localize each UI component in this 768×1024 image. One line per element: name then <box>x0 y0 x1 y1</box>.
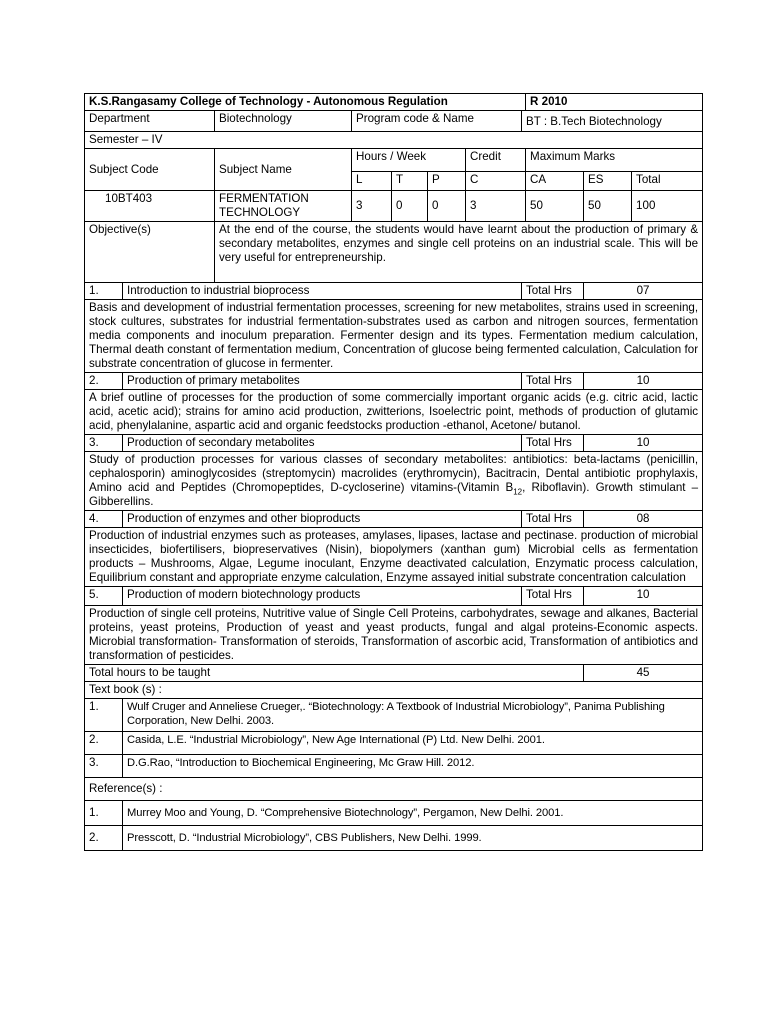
ca-label: CA <box>526 172 584 191</box>
textbook-number: 2. <box>85 732 123 755</box>
objective-text: At the end of the course, the students would have learnt about the production of primary & secondary metabolites, enzymes and single cell proteins on an industrial scale. This will be very useful for entrepreneurship. <box>215 222 703 283</box>
subject-code-label: Subject Code <box>85 149 215 191</box>
unit-number: 5. <box>85 587 123 606</box>
unit-content: A brief outline of processes for the production of some commercially important organic acids (e.g. citric acid, lactic acid, acetic acid); strains for amino acid production, zwitterions, Isoelectric point, methods of production of glutamic acid, phenylalanine, aspartic acid and organic feedstocks production -ethanol, Acetone/ butanol. <box>85 390 703 435</box>
textbook-row <box>85 699 703 732</box>
reference-header-row <box>85 778 703 801</box>
reference-label: Reference(s) : <box>85 778 703 801</box>
unit-content-row <box>85 390 703 435</box>
unit-content: Production of industrial enzymes such as proteases, amylases, lipases, lactase and pectinase. production of microbial insecticides, biofertilisers, biopreservatives (Nisin), biopolymers (xanthan gum) Microbial cells as fermentation products – Mushrooms, Algae, Legume inoculant, Enzyme deactivated calculation, Enzymatic process calculation, Equilibrium constant and appropriate enzyme calculation, Enzyme assayed initial substrate concentration calculation <box>85 528 703 587</box>
unit-title: Production of primary metabolites <box>123 373 522 390</box>
unit-title: Introduction to industrial bioprocess <box>123 283 522 300</box>
total-hours-row <box>85 665 703 682</box>
semester: Semester – IV <box>85 132 703 149</box>
semester-row <box>85 132 703 149</box>
es-value: 50 <box>584 191 632 222</box>
unit-content <box>85 452 703 511</box>
reference-number: 1. <box>85 801 123 826</box>
unit-title: Production of secondary metabolites <box>123 435 522 452</box>
textbook-number: 1. <box>85 699 123 732</box>
es-label: ES <box>584 172 632 191</box>
hours-week-label: Hours / Week <box>352 149 466 172</box>
unit-content-row <box>85 528 703 587</box>
unit-hours: 10 <box>584 373 703 390</box>
unit-hours: 07 <box>584 283 703 300</box>
textbook-number: 3. <box>85 755 123 778</box>
syllabus-table <box>84 93 703 851</box>
subject-code: 10BT403 <box>85 191 215 222</box>
total-hours-label: Total hours to be taught <box>85 665 584 682</box>
unit-content-text: Study of production processes for various classes of secondary metabolites: antibiotics: beta-lactams (penicillin, cephalosporin) aminoglycosides (streptomycin) macrolides (erythromycin), Bacitracin, Dental antibiotic prophylaxis, Amino acid and Peptides (Chromopeptides, D-cycloserine) vitamins-(Vitamin B <box>89 453 699 494</box>
subject-name: FERMENTATION TECHNOLOGY <box>215 191 352 222</box>
textbook-label: Text book (s) : <box>85 682 703 699</box>
c-value: 3 <box>466 191 526 222</box>
program-label: Program code & Name <box>352 111 522 132</box>
textbook-row <box>85 755 703 778</box>
textbook-entry: Casida, L.E. “Industrial Microbiology”, New Age International (P) Ltd. New Delhi. 2001. <box>123 732 703 755</box>
syllabus-page <box>84 93 702 851</box>
subject-name-label: Subject Name <box>215 149 352 191</box>
reference-number: 2. <box>85 826 123 851</box>
objective-label: Objective(s) <box>85 222 215 283</box>
max-marks-label: Maximum Marks <box>526 149 703 172</box>
total-value: 100 <box>632 191 703 222</box>
subject-header-row <box>85 149 703 172</box>
unit-title: Production of enzymes and other bioproducts <box>123 511 522 528</box>
reference-entry: Presscott, D. “Industrial Microbiology”, CBS Publishers, New Delhi. 1999. <box>123 826 703 851</box>
unit-title-row <box>85 511 703 528</box>
total-hrs-label: Total Hrs <box>522 283 584 300</box>
total-hrs-label: Total Hrs <box>522 587 584 606</box>
l-value: 3 <box>352 191 392 222</box>
credit-label: Credit <box>466 149 526 172</box>
reference-row <box>85 826 703 851</box>
unit-hours: 10 <box>584 587 703 606</box>
textbook-entry: D.G.Rao, “Introduction to Biochemical Engineering, Mc Graw Hill. 2012. <box>123 755 703 778</box>
unit-number: 4. <box>85 511 123 528</box>
unit-content-row <box>85 300 703 373</box>
unit-title-row <box>85 283 703 300</box>
subject-values-row <box>85 191 703 222</box>
objective-row <box>85 222 703 283</box>
unit-title-row <box>85 373 703 390</box>
program-value: BT : B.Tech Biotechnology <box>522 111 703 132</box>
t-label: T <box>392 172 428 191</box>
reference-entry: Murrey Moo and Young, D. “Comprehensive Biotechnology”, Pergamon, New Delhi. 2001. <box>123 801 703 826</box>
department-row <box>85 111 703 132</box>
total-hours-value: 45 <box>584 665 703 682</box>
c-label: C <box>466 172 526 191</box>
unit-title-row <box>85 435 703 452</box>
unit-number: 1. <box>85 283 123 300</box>
total-hrs-label: Total Hrs <box>522 435 584 452</box>
unit-title-row <box>85 587 703 606</box>
unit-number: 3. <box>85 435 123 452</box>
unit-content-row <box>85 606 703 665</box>
vitamin-subscript: 12 <box>513 487 523 497</box>
department-value: Biotechnology <box>215 111 352 132</box>
p-label: P <box>428 172 466 191</box>
p-value: 0 <box>428 191 466 222</box>
total-hrs-label: Total Hrs <box>522 373 584 390</box>
unit-hours: 10 <box>584 435 703 452</box>
regulation: R 2010 <box>526 94 703 111</box>
unit-hours: 08 <box>584 511 703 528</box>
unit-number: 2. <box>85 373 123 390</box>
total-label: Total <box>632 172 703 191</box>
unit-content: Basis and development of industrial fermentation processes, screening for new metabolites, strains used in screening, stock cultures, substrates for industrial fermentation-substrates used as carbon and nitrogen sources, fermentation media components and inoculum preparation. Fermenter design and its types. Fermentation medium calculation, Thermal death constant of fermentation medium, Concentration of glucose being fermented calculation, Calculation for substrate concentration of glucose in fermenter. <box>85 300 703 373</box>
unit-title: Production of modern biotechnology products <box>123 587 522 606</box>
header-row <box>85 94 703 111</box>
reference-row <box>85 801 703 826</box>
department-label: Department <box>85 111 215 132</box>
unit-content: Production of single cell proteins, Nutritive value of Single Cell Proteins, carbohydrates, sewage and alkanes, Bacterial proteins, yeast proteins, Production of yeast and yeast products, fungal and algal proteins-Economic aspects. Microbial transformation- Transformation of steroids, Transformation of ascorbic acid, Transformation of antibiotics and transformation of pesticides. <box>85 606 703 665</box>
textbook-entry: Wulf Cruger and Anneliese Crueger,. “Biotechnology: A Textbook of Industrial Microbiology”, Panima Publishing Corporation, New Delhi. 2003. <box>123 699 703 732</box>
l-label: L <box>352 172 392 191</box>
textbook-header-row <box>85 682 703 699</box>
unit-content-text: , Riboflavin). Growth stimulant – Gibberellins. <box>89 481 699 508</box>
textbook-row <box>85 732 703 755</box>
total-hrs-label: Total Hrs <box>522 511 584 528</box>
ca-value: 50 <box>526 191 584 222</box>
t-value: 0 <box>392 191 428 222</box>
unit-content-row <box>85 452 703 511</box>
college-title: K.S.Rangasamy College of Technology - Autonomous Regulation <box>85 94 526 111</box>
